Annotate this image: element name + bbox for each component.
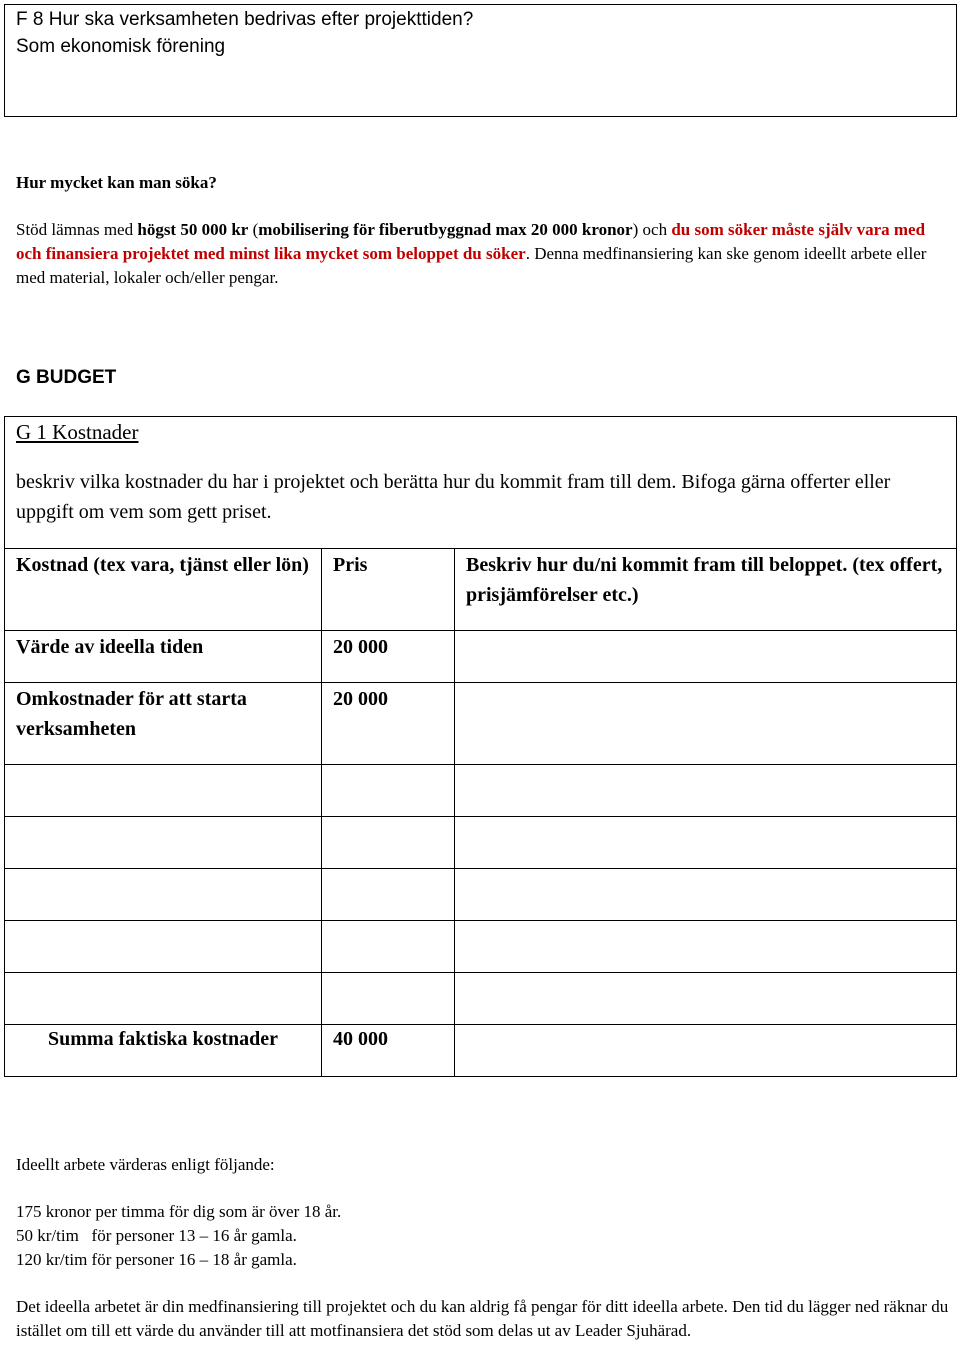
sum-value: 40 000 (333, 1028, 388, 1050)
row-label: Omkostnader för att starta verksamheten (16, 688, 247, 740)
table-col-border (454, 548, 455, 1076)
cofinancing-requirement: du som söker måste själv vara med och finansiera projektet med minst lika mycket som beloppet du söker (16, 220, 926, 263)
row-price: 20 000 (333, 636, 388, 658)
g1-title: G 1 Kostnader (16, 420, 139, 444)
table-row-border (4, 630, 957, 631)
sum-label: Summa faktiska kostnader (48, 1028, 279, 1050)
funding-heading: Hur mycket kan man söka? (16, 173, 217, 192)
header-price: Pris (333, 554, 368, 576)
table-row-border (4, 682, 957, 683)
rate-16-18: 120 kr/tim för personer 16 – 18 år gamla. (16, 1250, 297, 1269)
table-row-border (4, 816, 957, 817)
table-row-border (4, 868, 957, 869)
funding-paragraph: Stöd lämnas med högst 50 000 kr (mobilisering för fiberutbyggnad max 20 000 kronor) och du som söker måste själv vara med och finansiera projektet med minst lika mycket som beloppet du söker. Denna medfinansiering kan ske genom ideellt arbete eller med material, lokaler och/eller pengar. (16, 220, 927, 287)
volunteer-note: Det ideella arbetet är din medfinansiering till projektet och du kan aldrig få pengar för ditt ideella arbete. Den tid du lägger ned räknar du istället om till ett värde du använder till att motfinansiera det stöd som delas ut av Leader Sjuhärad. (16, 1297, 949, 1340)
f8-answer: Som ekonomisk förening (16, 36, 226, 57)
f8-question: F 8 Hur ska verksamheten bedrivas efter projekttiden? (16, 9, 474, 30)
header-cost: Kostnad (tex vara, tjänst eller lön) (16, 554, 309, 576)
volunteer-intro: Ideellt arbete värderas enligt följande: (16, 1155, 275, 1174)
table-row-border (4, 764, 957, 765)
table-row-border (4, 972, 957, 973)
rate-adult: 175 kronor per timma för dig som är över 18 år. (16, 1202, 342, 1221)
table-top-border (4, 548, 957, 549)
table-col-border (321, 548, 322, 1076)
rate-13-16: 50 kr/tim för personer 13 – 16 år gamla. (16, 1226, 297, 1245)
row-price: 20 000 (333, 688, 388, 710)
table-row-border (4, 920, 957, 921)
budget-heading: G BUDGET (16, 367, 117, 388)
header-description: Beskriv hur du/ni kommit fram till beloppet. (tex offert, prisjämförelser etc.) (466, 554, 943, 606)
row-label: Värde av ideella tiden (16, 636, 204, 658)
g1-description: beskriv vilka kostnader du har i projektet och berätta hur du kommit fram till dem. Bifoga gärna offerter eller uppgift om vem som gett priset. (16, 471, 891, 523)
